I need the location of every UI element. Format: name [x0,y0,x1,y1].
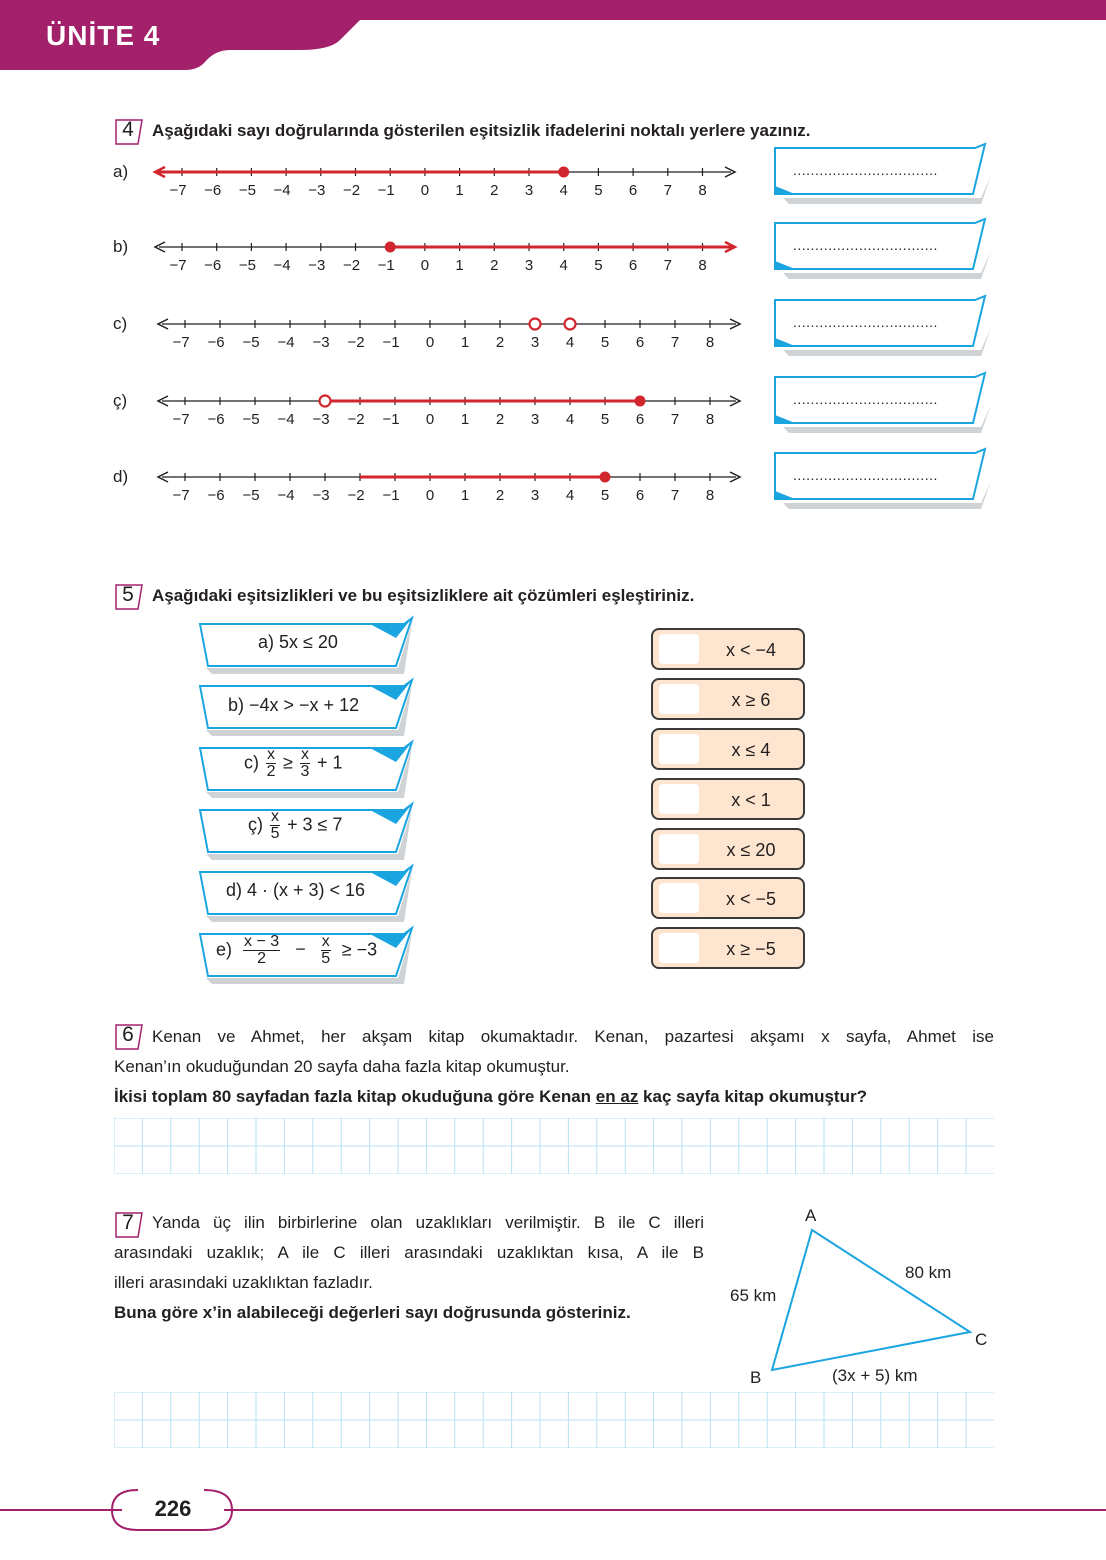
item-letter: b) [113,237,129,256]
match-blank[interactable] [659,634,699,664]
tick-label: −4 [277,334,295,351]
vertex-b-label: B [750,1368,762,1387]
tick-label: −4 [273,182,291,199]
tick-label: 3 [524,182,534,199]
solution-text: x ≥ 6 [731,690,771,710]
tick-label: 2 [490,182,499,199]
solution-box[interactable] [651,628,805,670]
tick-label: −6 [207,334,225,351]
tick-label: 2 [490,257,499,274]
tick-label: −1 [382,411,400,428]
tick-label: 4 [559,257,568,274]
tick-label: −3 [312,411,330,428]
tick-label: 4 [565,411,575,428]
tick-label: 6 [635,487,645,504]
tick-label: 0 [420,257,430,274]
tick-label: 6 [635,411,645,428]
solution-box[interactable] [651,877,805,919]
solution-text: x ≤ 20 [726,840,776,860]
tick-label: 5 [600,411,610,428]
tick-label: −5 [242,411,260,428]
tick-label: −5 [242,334,260,351]
solution-text: x < −5 [725,889,777,909]
tick-label: −7 [169,182,187,199]
tick-label: 3 [530,487,540,504]
inequality-a: a) 5x ≤ 20 [258,632,338,652]
tick-label: −3 [308,257,326,274]
item-letter: d) [113,467,129,486]
tick-label: −7 [172,411,190,428]
tick-label: −4 [273,257,291,274]
tick-label: −2 [342,257,361,274]
tick-label: −7 [169,257,187,274]
tick-label: 6 [635,334,645,351]
match-blank[interactable] [659,933,699,963]
tick-label: −1 [382,334,400,351]
tick-label: 7 [670,334,680,351]
tick-label: 4 [565,487,575,504]
tick-label: 8 [698,257,707,274]
tick-label: 0 [420,182,430,199]
page-number: 226 [154,1496,192,1521]
solution-text: x ≤ 4 [731,740,771,760]
tick-label: 8 [705,487,715,504]
tick-label: −1 [377,182,395,199]
tick-label: −2 [347,411,365,428]
solution-box[interactable] [651,678,805,720]
tick-label: 3 [524,257,534,274]
inequality-d: d) 4 · (x + 3) < 16 [226,880,366,900]
inequality-e: e) $\frac{x - 3}{2}$ − $\frac{x}{5}$ ≥ −3 [216,933,378,967]
tick-label: 5 [600,334,610,351]
answer-dots: ................................. [793,391,938,407]
item-letter: ç) [113,391,128,410]
match-blank[interactable] [659,784,699,814]
tick-label: −4 [277,411,295,428]
tick-label: −3 [308,182,326,199]
match-blank[interactable] [659,883,699,913]
question-7-line-3: illeri arasındaki uzaklıktan fazladır. [114,1273,373,1292]
question-6-question: İkisi toplam 80 sayfadan fazla kitap okuduğuna göre Kenan en az kaç sayfa kitap okumuştur? [114,1087,867,1106]
question-4-prompt: Aşağıdaki sayı doğrularında gösterilen eşitsizlik ifadelerini noktalı yerlere yazınız. [152,121,811,140]
tick-label: −6 [207,411,225,428]
tick-label: −6 [204,182,222,199]
tick-label: 8 [698,182,707,199]
tick-label: 1 [460,487,470,504]
solution-box[interactable] [651,728,805,770]
answer-dots: ................................. [793,467,938,483]
tick-label: −6 [204,257,222,274]
vertex-a-label: A [805,1206,817,1225]
question-6-line-2: Kenan’ın okuduğundan 20 sayfa daha fazla kitap okumuştur. [114,1057,570,1076]
tick-label: 2 [495,487,505,504]
triangle-diagram [760,1220,980,1380]
answer-dots: ................................. [793,237,938,253]
tick-label: −1 [382,487,400,504]
tick-label: 1 [460,411,470,428]
tick-label: 1 [460,334,470,351]
question-5-number: 5 [122,583,134,606]
inequality-c: c) $\frac{x}{2}$ ≥ $\frac{x}{3}$ + 1 [244,746,343,780]
tick-label: −7 [172,487,190,504]
tick-label: −7 [172,334,190,351]
tick-label: 1 [455,257,464,274]
tick-label: −5 [238,182,256,199]
vertex-c-label: C [975,1330,988,1349]
tick-label: 5 [594,182,603,199]
tick-label: 3 [530,411,540,428]
tick-label: −4 [277,487,295,504]
tick-label: 2 [495,334,505,351]
tick-label: −2 [347,487,365,504]
tick-label: 4 [559,182,568,199]
tick-label: 0 [425,334,435,351]
tick-label: −5 [242,487,260,504]
tick-label: 0 [425,487,435,504]
match-blank[interactable] [659,834,699,864]
tick-label: −5 [238,257,256,274]
answer-grid[interactable] [114,1118,994,1174]
tick-label: 8 [705,334,715,351]
solution-text: x < 1 [731,790,771,810]
tick-label: 2 [495,411,505,428]
tick-label: 7 [670,487,680,504]
solution-box[interactable] [651,778,805,820]
answer-dots: ................................. [793,314,938,330]
tick-label: 3 [530,334,540,351]
question-4-number: 4 [122,118,134,141]
tick-label: −6 [207,487,225,504]
tick-label: 7 [663,257,672,274]
answer-dots: ................................. [793,162,938,178]
tick-label: −2 [347,334,365,351]
tick-label: 6 [628,182,638,199]
tick-label: −1 [377,257,395,274]
tick-label: 1 [455,182,464,199]
tick-label: 7 [663,182,672,199]
inequality-b: b) −4x > −x + 12 [228,695,360,715]
match-blank[interactable] [659,734,699,764]
side-ac-label: 80 km [905,1263,952,1282]
item-letter: a) [113,162,129,181]
tick-label: −3 [312,334,330,351]
question-7-line-1: Yanda üç ilin birbirlerine olan uzaklıkları verilmiştir. B ile C illeri [152,1213,704,1232]
inequality-cc: ç) $\frac{x}{5}$ + 3 ≤ 7 [248,808,343,842]
question-7-question: Buna göre x’in alabileceği değerleri sayı doğrusunda gösteriniz. [114,1303,631,1322]
tick-label: 7 [670,411,680,428]
tick-label: 8 [705,411,715,428]
side-ab-label: 65 km [730,1286,777,1305]
match-blank[interactable] [659,684,699,714]
tick-label: 5 [600,487,610,504]
unit-title: ÜNİTE 4 [46,20,161,51]
tick-label: 4 [565,334,575,351]
tick-label: −3 [312,487,330,504]
question-5-prompt: Aşağıdaki eşitsizlikleri ve bu eşitsizliklere ait çözümleri eşleştiriniz. [152,586,695,605]
question-7-number: 7 [122,1211,134,1234]
question-6-line-1: Kenan ve Ahmet, her akşam kitap okumaktadır. Kenan, pazartesi akşamı x sayfa, Ahmet ise [152,1027,994,1046]
tick-label: 6 [628,257,638,274]
item-letter: c) [113,314,128,333]
tick-label: 5 [594,257,603,274]
solution-box[interactable] [651,828,805,870]
solution-box[interactable] [651,927,805,969]
question-6-number: 6 [122,1023,134,1046]
question-7-line-2: arasındaki uzaklık; A ile C illeri arasındaki uzaklıktan kısa, A ile B [114,1243,704,1262]
tick-label: −2 [342,182,361,199]
solution-text: x ≥ −5 [726,939,776,959]
tick-label: 0 [425,411,435,428]
solution-text: x < −4 [725,640,777,660]
side-bc-label: (3x + 5) km [832,1366,918,1385]
answer-grid[interactable] [114,1392,994,1448]
